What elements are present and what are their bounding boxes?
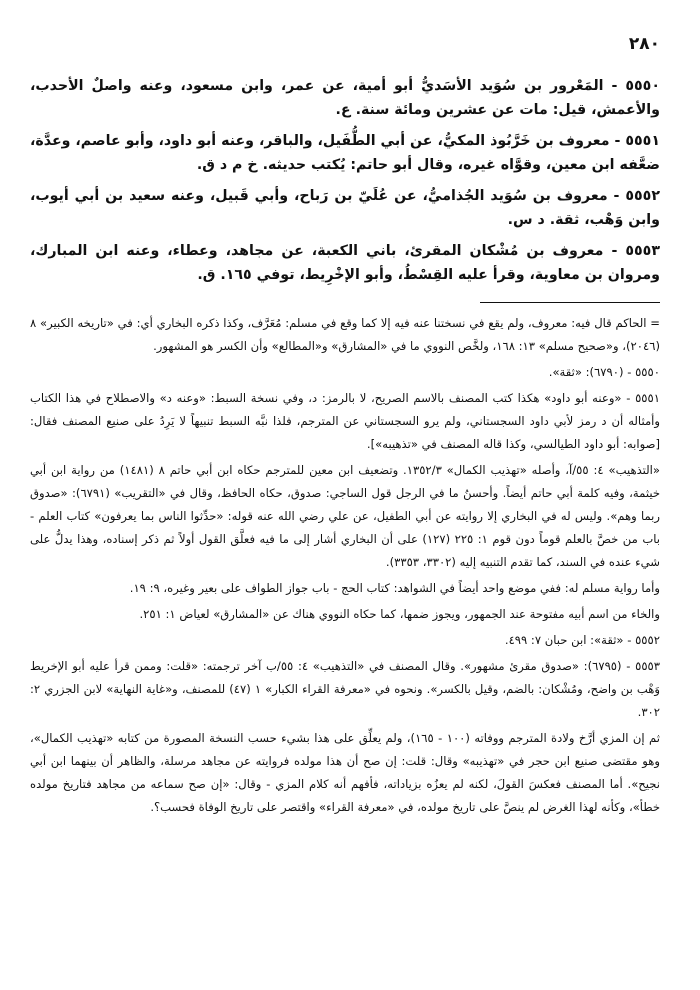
entry-5552: ٥٥٥٢ - معروف بن سُوَيد الجُذاميُّ، عن عُلَيّ بن رَباح، وأبي قَبيل، وعنه سعيد بن أبي أيوب، وابن وَهْب، ثقة. د س. — [30, 188, 660, 228]
entry-5551: ٥٥٥١ - معروف بن خَرَّبُوذ المكيُّ، عن أبي الطُّفَيل، والباقر، وعنه أبو داود، وأبو عاصم، وعدَّة، ضعَّفه ابن معين، وقوَّاه غيره، وقال أبو حاتم: يُكتب حديثه. خ م د ق. — [30, 133, 660, 173]
footnote: ٥٥٥٠ - (٦٧٩٠): «ثقة». — [548, 365, 660, 379]
footnote: ٥٥٥٣ - (٦٧٩٥): «صدوق مقرئ مشهور». وقال المصنف في «التذهيب» ٤: ٥٥/ب آخر ترجمته: «قلت: وممن قرأ عليه أبو الإخريط وَهْب بن واضح، ومُشْكان: بالضم، وقيل بالكسر». ونحوه في «معرفة القراء الكبار» ١ (٤٧) للمصنف، و«غاية النهاية» لابن الجزري ٢: ٣٠٢. — [30, 659, 661, 719]
main-entries — [30, 74, 660, 294]
footnote: ثم إن المزي أرَّخ ولادة المترجم ووفاته (١٠٠ - ١٦٥)، ولم يعلِّق على هذا بشيء حسب النسخة المصورة من كتابه «تهذيب الكمال»، وهو مقتضى صنيع ابن حجر في «تهذيبه» وقال: قلت: إن صح أن هذا مولده فروايته عن مجاهد مرسلة، والظاهر أن بينهما ابن أبي نجيح». أما المصنف فعكسَ القولَ، لكنه لم يعزُه بزياداته، فأفهم أنه كلام المزي - وقال: «إن صح سماعه من مجاهد فتاريخ مولده خطأ»، وكأنه لهذا الغرض لم ينصَّ على تاريخ مولده، في «معرفة القراء» واقتصر على تاريخ الوفاة فحسب؟. — [30, 731, 660, 814]
footnotes — [30, 312, 660, 822]
footnote: وأما رواية مسلم له: ففي موضع واحد أيضاً في الشواهد: كتاب الحج - باب جواز الطواف على بعير وغيره، ٩: ١٩. — [129, 581, 660, 595]
footnote-divider — [480, 302, 660, 303]
page-number: ٢٨٠ — [628, 34, 660, 54]
entry-5553: ٥٥٥٣ - معروف بن مُشْكان المقرئ، باني الكعبة، عن مجاهد، وعطاء، وعنه ابن المبارك، ومروان بن معاوية، وقرأ عليه القِسْطُ، وأبو الإخْرِيط، توفي ١٦٥. ق. — [30, 243, 660, 283]
footnote: = الحاكم قال فيه: معروف، ولم يقع في نسختنا عنه فيه إلا كما وقع في مسلم: مُعَرَّف، وكذا ذكره البخاري أي: في «تاريخه الكبير» ٨ (٢٠٤٦)، و«صحيح مسلم» ١٣: ١٦٨، ولخَّص النووي ما في «المشارق» و«المطالع» وأن الكسر هو المشهور. — [30, 316, 660, 353]
footnote: ٥٥٥١ - «وعنه أبو داود» هكذا كتب المصنف بالاسم الصريح، لا بالرمز: د، وفي نسخة السبط: «وعنه د» والاصطلاح في هذا الكتاب وأمثاله أن د رمز لأبي داود السجستاني، ولم يرو السجستاني عن المترجم، فلذا نبَّه السبط تنبيهاً لا يَرِدُ على صنيع المصنف فقال: [صوابه: أبو داود الطيالسي، وكذا قاله المصنف في «تذهيبه»]. — [30, 391, 660, 451]
footnote: ٥٥٥٢ - «ثقة»: ابن حبان ٧: ٤٩٩. — [504, 633, 660, 647]
footnote: «التذهيب» ٤: ٥٥/آ، وأصله «تهذيب الكمال» ١٣٥٢/٣. وتضعيف ابن معين للمترجم حكاه ابن أبي حاتم ٨ (١٤٨١) من رواية ابن أبي خيثمة، وفيه كلمة أبي حاتم أيضاً. وأحسنُ ما في الرجل قول الساجي: صدوق، حكاه الحافظ، وقال في «التقريب» (٦٧٩١): «صدوق ربما وهم». وليس له في البخاري إلا روايته عن أبي الطفيل، عن علي رضي الله عنه قوله: «حدِّثوا الناس بما يعرفون» كتاب العلم - باب من خصَّ بالعلم قوماً دون قوم ١: ٢٢٥ (١٢٧) على أن البخاري أشار إلى ما فيه فعلَّق القول أولاً ثم ذكر إسناده، وهذا يدلُّ على شيء عنده في السند، كما تقدم التنبيه إليه (٣٣٠٢، ٣٣٥٣). — [30, 463, 660, 569]
entry-5550: ٥٥٥٠ - المَعْرور بن سُوَيد الأسَديُّ أبو أمية، عن عمر، وابن مسعود، وعنه واصلٌ الأحدب، والأعمش، قيل: مات عن عشرين ومائة سنة. ع. — [30, 78, 660, 118]
footnote: والخاء من اسم أبيه مفتوحة عند الجمهور، ويجوز ضمها، كما حكاه النووي هناك عن «المشارق» لعياض ١: ٢٥١. — [139, 607, 660, 621]
